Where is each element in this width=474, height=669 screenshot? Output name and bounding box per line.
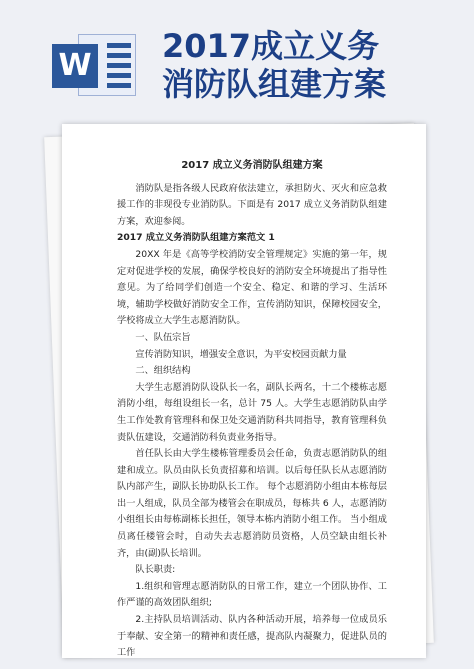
banner-title-line1: 2017成立义务 bbox=[162, 27, 380, 65]
word-document-icon bbox=[52, 30, 140, 100]
paragraph-structure: 大学生志愿消防队设队长一名，副队长两名，十二个楼栋志愿消防小组，每组设组长一名，总计 75 人。大学生志愿消防队由学生工作处教育管理科和保卫处交通消防科共同指导，教育管理科负责队伍建设，交通消防科负责业务指导。 bbox=[117, 381, 387, 443]
paragraph-purpose: 宣传消防知识，增强安全意识，为平安校园贡献力量 bbox=[135, 348, 347, 360]
section-heading-duties: 队长职责: bbox=[135, 564, 176, 576]
section-heading-structure: 二、组织结构 bbox=[135, 365, 191, 377]
word-badge: W bbox=[52, 44, 98, 88]
document-title: 2017 成立义务消防队组建方案 bbox=[181, 160, 323, 171]
document-page bbox=[62, 124, 426, 658]
banner bbox=[0, 0, 474, 120]
document-body bbox=[117, 158, 387, 658]
paragraph-background: 20XX 年是《高等学校消防安全管理规定》实施的第一年，规定对促进学校的发展，确保学校良好的消防安全环境提出了指导性意见。为了给同学们创造一个安全、稳定、和谐的学习、生活环境，辅助学校做好消防安全工作，宣传消防知识，保障校园安全，学校将成立大学生志愿消防队。 bbox=[117, 248, 387, 327]
paragraph-leadership: 首任队长由大学生楼栋管理委员会任命，负责志愿消防队的组建和成立。队员由队长负责招募和培训。以后每任队长从志愿消防队内部产生，副队长协助队长工作。 每个志愿消防小组由本栋每层出一人组成，队员全部为楼管会在职成员，每栋共 6 人，志愿消防小组组长由每栋副栋长担任，领导本栋内消防小组工作。 当小组成员离任楼管会时，自动失去志愿消防员资格，人员空缺由组长补齐，由(副)队长培训。 bbox=[117, 448, 387, 559]
section-heading-sample: 2017 成立义务消防队组建方案范文 1 bbox=[117, 232, 275, 244]
banner-title-line2: 消防队组建方案 bbox=[162, 65, 387, 103]
duty-item-1: 1.组织和管理志愿消防队的日常工作，建立一个团队协作、工作严谨的高效团队组织; bbox=[117, 580, 387, 609]
section-heading-purpose: 一、队伍宗旨 bbox=[135, 331, 191, 343]
paragraph-intro: 消防队是指各级人民政府依法建立，承担防火、灭火和应急救援工作的非现役专业消防队。下面是有 2017 成立义务消防队组建方案，欢迎参阅。 bbox=[117, 182, 387, 227]
duty-item-2: 2.主持队员培训活动、队内各种活动开展，培养每一位成员乐于奉献、安全第一的精神和责任感，提高队内凝聚力，促进队员的工作 bbox=[117, 614, 387, 658]
